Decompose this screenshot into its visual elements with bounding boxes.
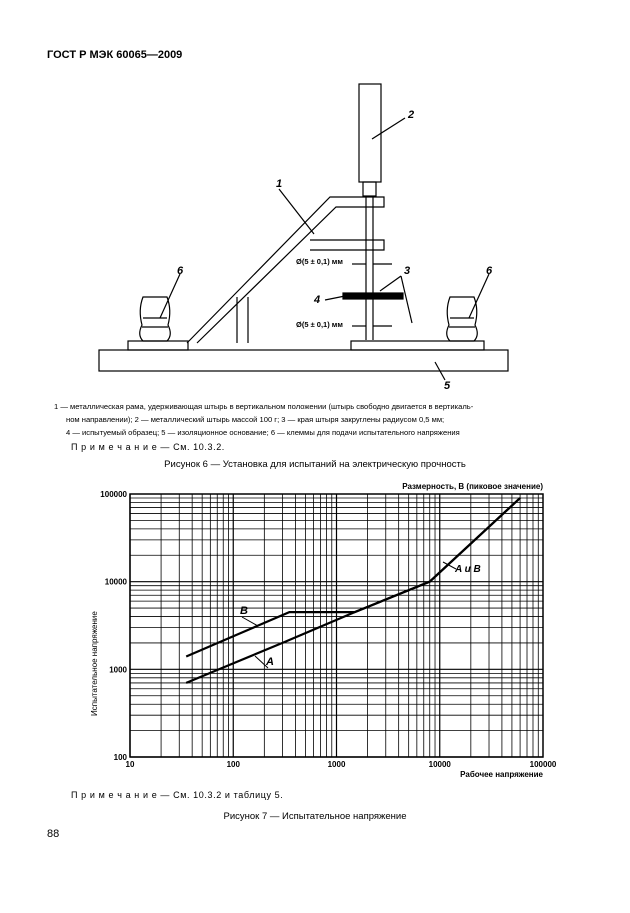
x-tick-label: 10000 [428,760,451,769]
y-tick-label: 10000 [104,577,127,587]
x-tick-label: 1000 [327,760,346,769]
pin-weight [359,84,381,182]
callout-6-left: 6 [177,265,184,277]
callout-4: 4 [314,294,321,306]
callout-6-right: 6 [486,265,493,277]
x-tick-label: 100 [226,760,240,769]
test-sample [343,293,403,299]
figure-6-caption: Рисунок 6 — Установка для испытаний на электрическую прочность [164,459,466,470]
figure-6-note: П р и м е ч а н и е — См. 10.3.2. [71,442,225,452]
legend-line: ном направлении); 2 — металлический штырь массой 100 г; 3 — края штыря закруглены радиусом 0,5 мм; [66,415,445,424]
legend-line: 1 — металлическая рама, удерживающая штырь в вертикальном положении (штырь свободно двигается в вертикаль- [54,402,474,411]
y-tick-label: 100 [113,753,127,762]
page-number: 88 [47,828,60,840]
metal-frame [187,197,384,343]
figure-6-drawing [0,70,630,400]
x-tick-label: 10 [125,760,135,769]
x-axis-label: Рабочее напряжение [460,770,543,779]
terminal-right [447,297,478,341]
annotation-a-and-b: A и B [455,564,481,575]
series-line-b [186,498,520,657]
figure-7-chart [0,475,630,785]
leader-b [242,617,258,626]
callout-5: 5 [444,380,451,392]
figure-7-caption: Рисунок 7 — Испытательное напряжение [223,811,407,822]
figure-7-note: П р и м е ч а н и е — См. 10.3.2 и таблицу 5. [71,790,284,800]
callout-2: 2 [408,109,415,121]
annotation-b: B [240,605,248,617]
y-axis-label: Испытательное напряжение [90,611,99,716]
chart-title: Размерность, В (пиковое значение) [402,482,543,491]
figure-6-legend [54,400,594,439]
insulating-base [99,350,508,371]
y-tick-label: 1000 [109,665,127,675]
document-header: ГОСТ Р МЭК 60065—2009 [47,49,183,61]
x-tick-label: 100000 [529,760,557,769]
dimension-label-upper: Ø(5 ± 0,1) мм [296,257,343,266]
annotation-a: A [266,656,274,668]
callout-1: 1 [276,178,283,190]
legend-line: 4 — испытуемый образец; 5 — изоляционное основание; 6 — клеммы для подачи испытательного напряжения [66,428,460,437]
y-tick-label: 100000 [100,490,127,499]
dimension-label-lower: Ø(5 ± 0,1) мм [296,320,343,329]
terminal-left [140,297,171,341]
callout-3: 3 [404,265,411,277]
